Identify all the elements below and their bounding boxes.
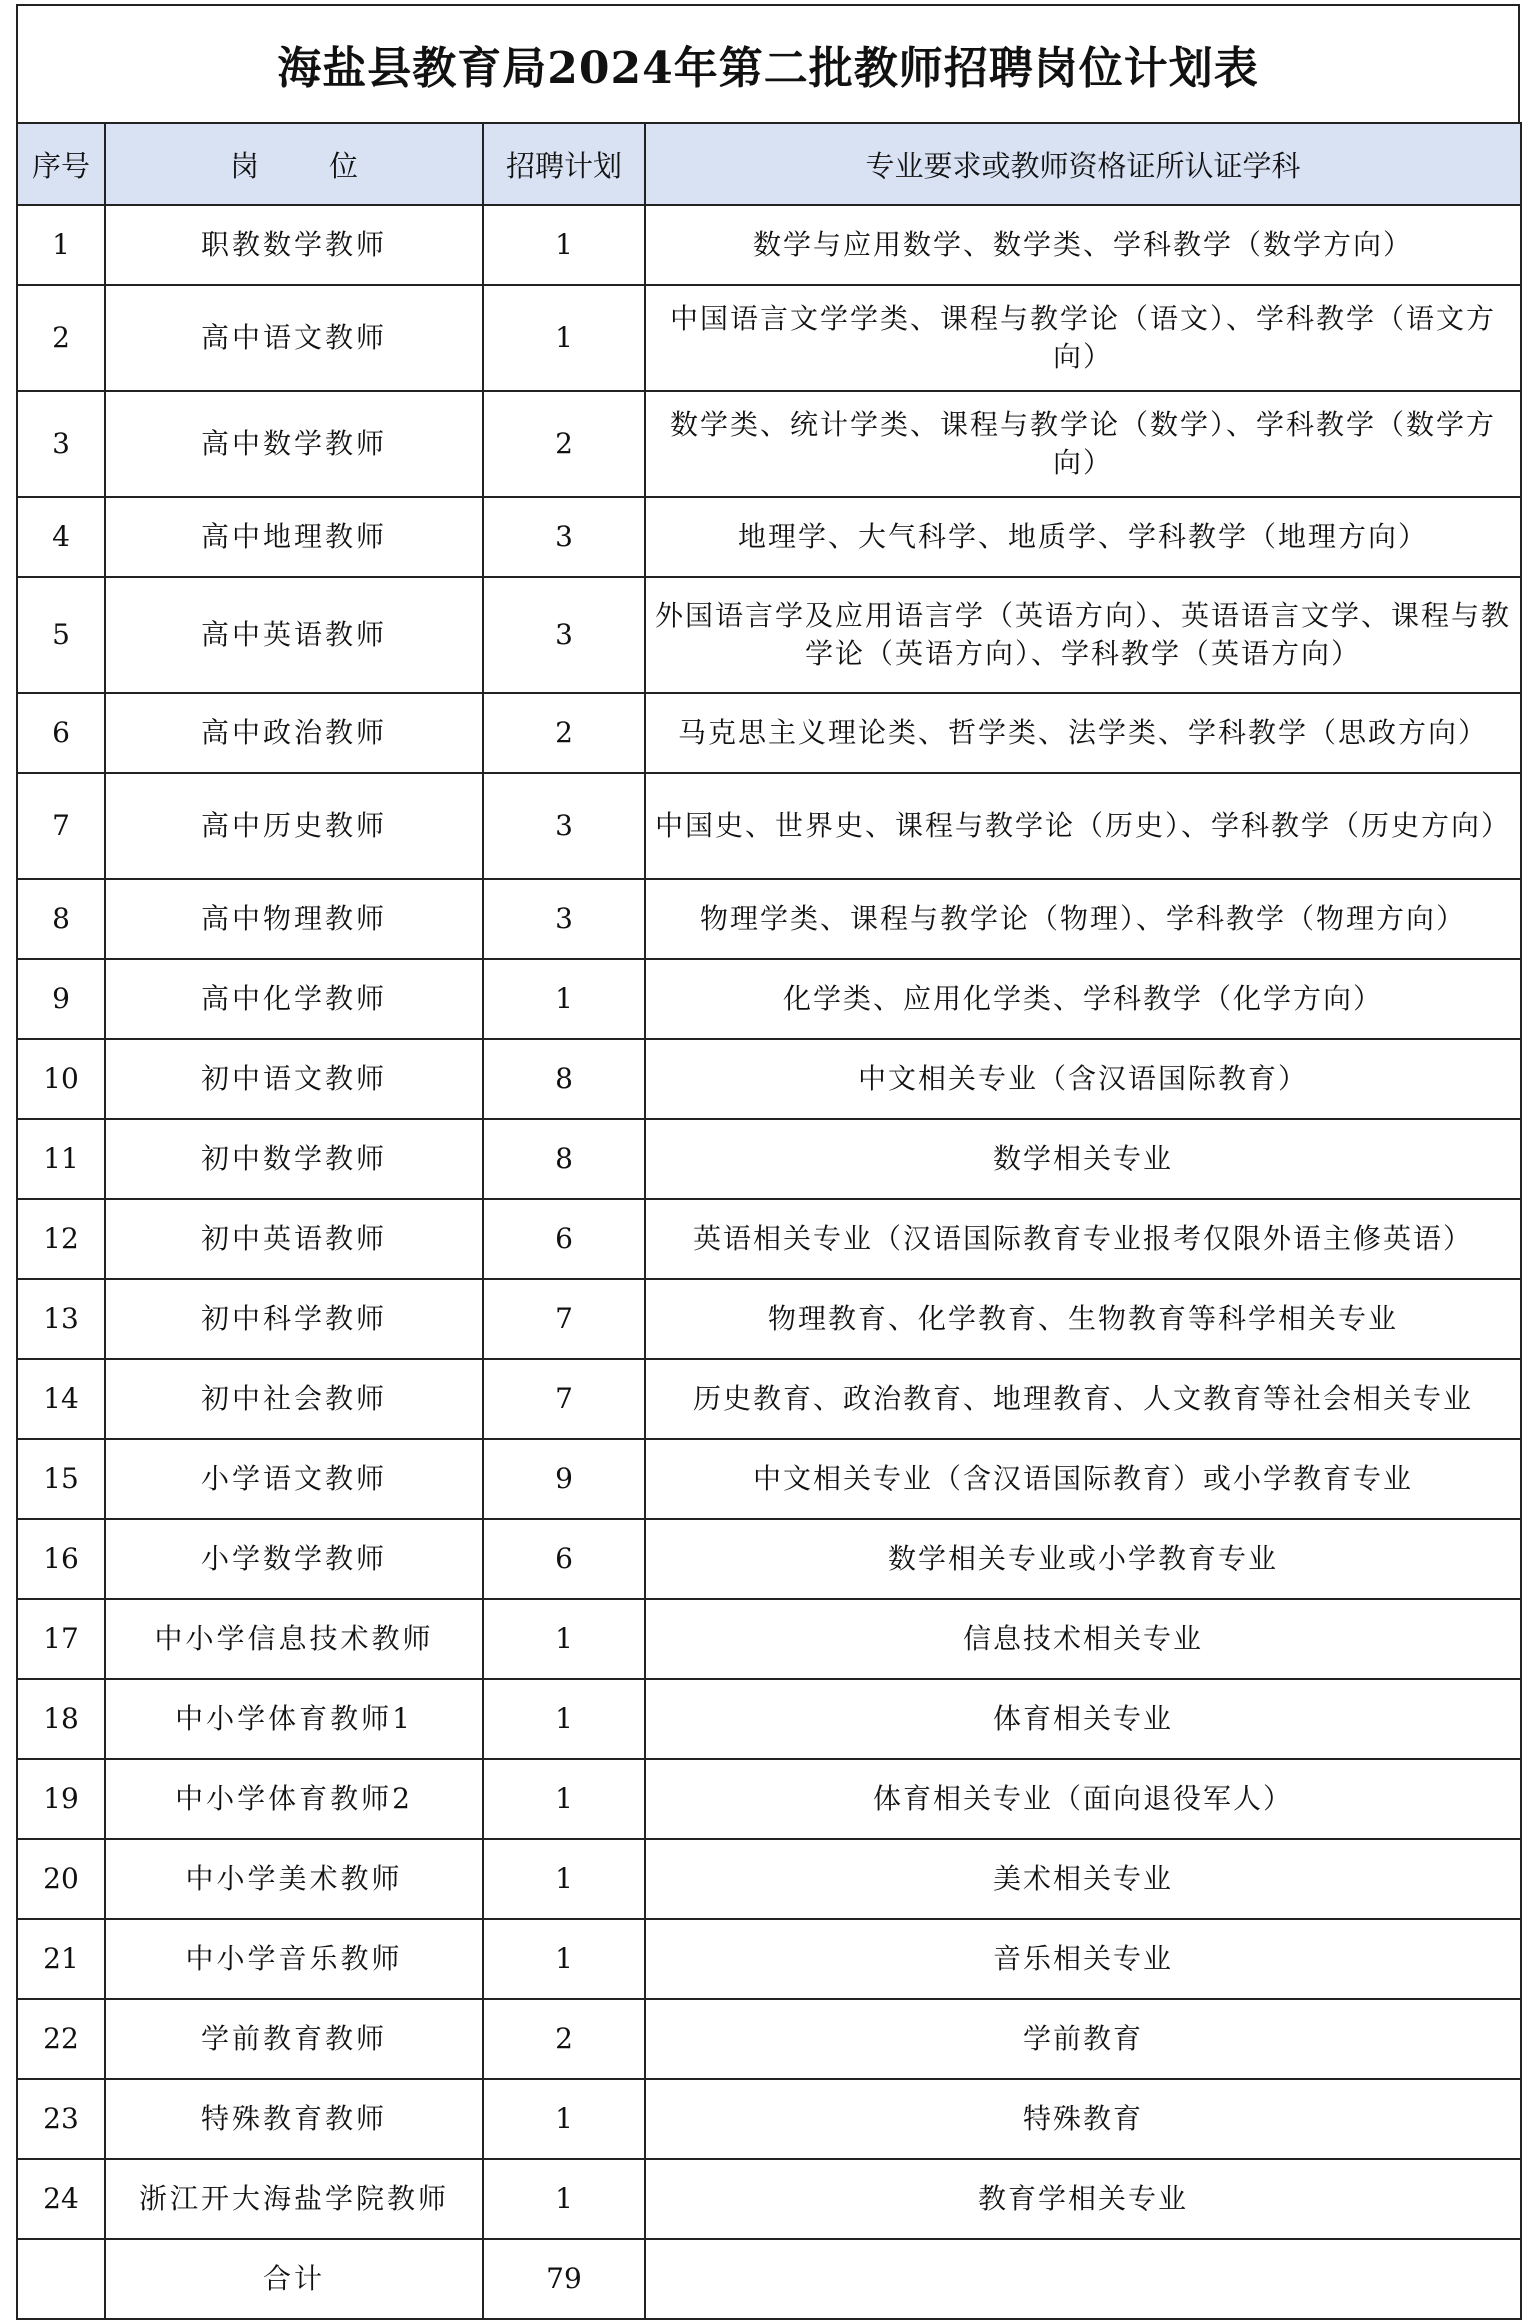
- table-row: [17, 1119, 1521, 1199]
- requirement-cell: 学前教育: [645, 1999, 1521, 2079]
- position-cell: 学前教育教师: [105, 1999, 483, 2079]
- seq-cell: 17: [17, 1599, 105, 1679]
- table-row: [17, 1039, 1521, 1119]
- position-cell: 中小学体育教师1: [105, 1679, 483, 1759]
- seq-cell: 10: [17, 1039, 105, 1119]
- position-cell: 中小学信息技术教师: [105, 1599, 483, 1679]
- table-row: [17, 959, 1521, 1039]
- position-cell: 初中英语教师: [105, 1199, 483, 1279]
- requirement-cell: 物理教育、化学教育、生物教育等科学相关专业: [645, 1279, 1521, 1359]
- position-cell: 中小学体育教师2: [105, 1759, 483, 1839]
- table-row: [17, 1599, 1521, 1679]
- plan-cell: 1: [483, 959, 645, 1039]
- table-header-row: [17, 123, 1521, 205]
- seq-cell: 11: [17, 1119, 105, 1199]
- requirement-cell: 中文相关专业（含汉语国际教育）或小学教育专业: [645, 1439, 1521, 1519]
- table-row: [17, 2159, 1521, 2239]
- total-row: [17, 2239, 1521, 2319]
- requirement-cell: 音乐相关专业: [645, 1919, 1521, 1999]
- total-label-cell: 合计: [105, 2239, 483, 2319]
- plan-cell: 6: [483, 1519, 645, 1599]
- requirement-cell: 英语相关专业（汉语国际教育专业报考仅限外语主修英语）: [645, 1199, 1521, 1279]
- requirement-cell: 地理学、大气科学、地质学、学科教学（地理方向）: [645, 497, 1521, 577]
- recruitment-sheet: [16, 4, 1520, 2308]
- plan-cell: 3: [483, 879, 645, 959]
- table-row: [17, 205, 1521, 285]
- header-requirement: 专业要求或教师资格证所认证学科: [645, 123, 1521, 205]
- position-cell: 高中政治教师: [105, 693, 483, 773]
- table-row: [17, 1919, 1521, 1999]
- position-cell: 中小学美术教师: [105, 1839, 483, 1919]
- position-cell: 小学数学教师: [105, 1519, 483, 1599]
- requirement-cell: 物理学类、课程与教学论（物理）、学科教学（物理方向）: [645, 879, 1521, 959]
- total-requirement-cell: [645, 2239, 1521, 2319]
- recruitment-table: [16, 122, 1522, 2320]
- page-title: 海盐县教育局2024年第二批教师招聘岗位计划表: [16, 4, 1520, 122]
- requirement-cell: 数学类、统计学类、课程与教学论（数学）、学科教学（数学方向）: [645, 391, 1521, 497]
- plan-cell: 1: [483, 1759, 645, 1839]
- seq-cell: 9: [17, 959, 105, 1039]
- table-row: [17, 1359, 1521, 1439]
- table-row: [17, 1199, 1521, 1279]
- requirement-cell: 美术相关专业: [645, 1839, 1521, 1919]
- plan-cell: 3: [483, 577, 645, 693]
- header-position: [105, 123, 483, 205]
- table-row: [17, 693, 1521, 773]
- seq-cell: 13: [17, 1279, 105, 1359]
- plan-cell: 2: [483, 391, 645, 497]
- position-cell: 初中数学教师: [105, 1119, 483, 1199]
- header-position-part-a: 岗: [229, 148, 259, 183]
- seq-cell: 4: [17, 497, 105, 577]
- position-cell: 中小学音乐教师: [105, 1919, 483, 1999]
- position-cell: 特殊教育教师: [105, 2079, 483, 2159]
- table-row: [17, 497, 1521, 577]
- position-cell: 高中语文教师: [105, 285, 483, 391]
- header-position-part-b: 位: [329, 148, 359, 183]
- plan-cell: 9: [483, 1439, 645, 1519]
- requirement-cell: 中国史、世界史、课程与教学论（历史）、学科教学（历史方向）: [645, 773, 1521, 879]
- plan-cell: 8: [483, 1119, 645, 1199]
- position-cell: 高中历史教师: [105, 773, 483, 879]
- plan-cell: 3: [483, 497, 645, 577]
- requirement-cell: 特殊教育: [645, 2079, 1521, 2159]
- table-body: [17, 205, 1521, 2319]
- seq-cell: 5: [17, 577, 105, 693]
- requirement-cell: 体育相关专业（面向退役军人）: [645, 1759, 1521, 1839]
- plan-cell: 1: [483, 205, 645, 285]
- position-cell: 高中化学教师: [105, 959, 483, 1039]
- plan-cell: 2: [483, 693, 645, 773]
- requirement-cell: 外国语言学及应用语言学（英语方向）、英语语言文学、课程与教学论（英语方向）、学科教学（英语方向）: [645, 577, 1521, 693]
- requirement-cell: 化学类、应用化学类、学科教学（化学方向）: [645, 959, 1521, 1039]
- table-row: [17, 1839, 1521, 1919]
- table-row: [17, 391, 1521, 497]
- position-cell: 初中社会教师: [105, 1359, 483, 1439]
- seq-cell: 16: [17, 1519, 105, 1599]
- requirement-cell: 教育学相关专业: [645, 2159, 1521, 2239]
- seq-cell: 18: [17, 1679, 105, 1759]
- header-seq: 序号: [17, 123, 105, 205]
- requirement-cell: 数学与应用数学、数学类、学科教学（数学方向）: [645, 205, 1521, 285]
- seq-cell: 15: [17, 1439, 105, 1519]
- requirement-cell: 中文相关专业（含汉语国际教育）: [645, 1039, 1521, 1119]
- table-row: [17, 1679, 1521, 1759]
- position-cell: 高中英语教师: [105, 577, 483, 693]
- plan-cell: 7: [483, 1279, 645, 1359]
- position-cell: 小学语文教师: [105, 1439, 483, 1519]
- plan-cell: 7: [483, 1359, 645, 1439]
- plan-cell: 8: [483, 1039, 645, 1119]
- seq-cell: 20: [17, 1839, 105, 1919]
- seq-cell: 2: [17, 285, 105, 391]
- plan-cell: 1: [483, 2079, 645, 2159]
- position-cell: 职教数学教师: [105, 205, 483, 285]
- position-cell: 高中地理教师: [105, 497, 483, 577]
- total-plan-cell: 79: [483, 2239, 645, 2319]
- requirement-cell: 数学相关专业: [645, 1119, 1521, 1199]
- seq-cell: 3: [17, 391, 105, 497]
- seq-cell: 6: [17, 693, 105, 773]
- requirement-cell: 数学相关专业或小学教育专业: [645, 1519, 1521, 1599]
- table-row: [17, 285, 1521, 391]
- position-cell: 浙江开大海盐学院教师: [105, 2159, 483, 2239]
- table-row: [17, 2079, 1521, 2159]
- plan-cell: 1: [483, 1599, 645, 1679]
- requirement-cell: 历史教育、政治教育、地理教育、人文教育等社会相关专业: [645, 1359, 1521, 1439]
- requirement-cell: 马克思主义理论类、哲学类、法学类、学科教学（思政方向）: [645, 693, 1521, 773]
- table-row: [17, 879, 1521, 959]
- header-plan: 招聘计划: [483, 123, 645, 205]
- total-seq-cell: [17, 2239, 105, 2319]
- table-row: [17, 1759, 1521, 1839]
- table-row: [17, 1519, 1521, 1599]
- table-row: [17, 1439, 1521, 1519]
- requirement-cell: 信息技术相关专业: [645, 1599, 1521, 1679]
- seq-cell: 14: [17, 1359, 105, 1439]
- plan-cell: 1: [483, 2159, 645, 2239]
- seq-cell: 24: [17, 2159, 105, 2239]
- position-cell: 高中物理教师: [105, 879, 483, 959]
- seq-cell: 19: [17, 1759, 105, 1839]
- seq-cell: 21: [17, 1919, 105, 1999]
- plan-cell: 1: [483, 285, 645, 391]
- seq-cell: 8: [17, 879, 105, 959]
- position-cell: 初中语文教师: [105, 1039, 483, 1119]
- plan-cell: 3: [483, 773, 645, 879]
- seq-cell: 23: [17, 2079, 105, 2159]
- plan-cell: 1: [483, 1679, 645, 1759]
- position-cell: 初中科学教师: [105, 1279, 483, 1359]
- seq-cell: 7: [17, 773, 105, 879]
- requirement-cell: 中国语言文学学类、课程与教学论（语文）、学科教学（语文方向）: [645, 285, 1521, 391]
- plan-cell: 2: [483, 1999, 645, 2079]
- seq-cell: 22: [17, 1999, 105, 2079]
- plan-cell: 6: [483, 1199, 645, 1279]
- table-row: [17, 1999, 1521, 2079]
- seq-cell: 12: [17, 1199, 105, 1279]
- position-cell: 高中数学教师: [105, 391, 483, 497]
- seq-cell: 1: [17, 205, 105, 285]
- plan-cell: 1: [483, 1919, 645, 1999]
- plan-cell: 1: [483, 1839, 645, 1919]
- requirement-cell: 体育相关专业: [645, 1679, 1521, 1759]
- table-row: [17, 1279, 1521, 1359]
- table-row: [17, 577, 1521, 693]
- table-row: [17, 773, 1521, 879]
